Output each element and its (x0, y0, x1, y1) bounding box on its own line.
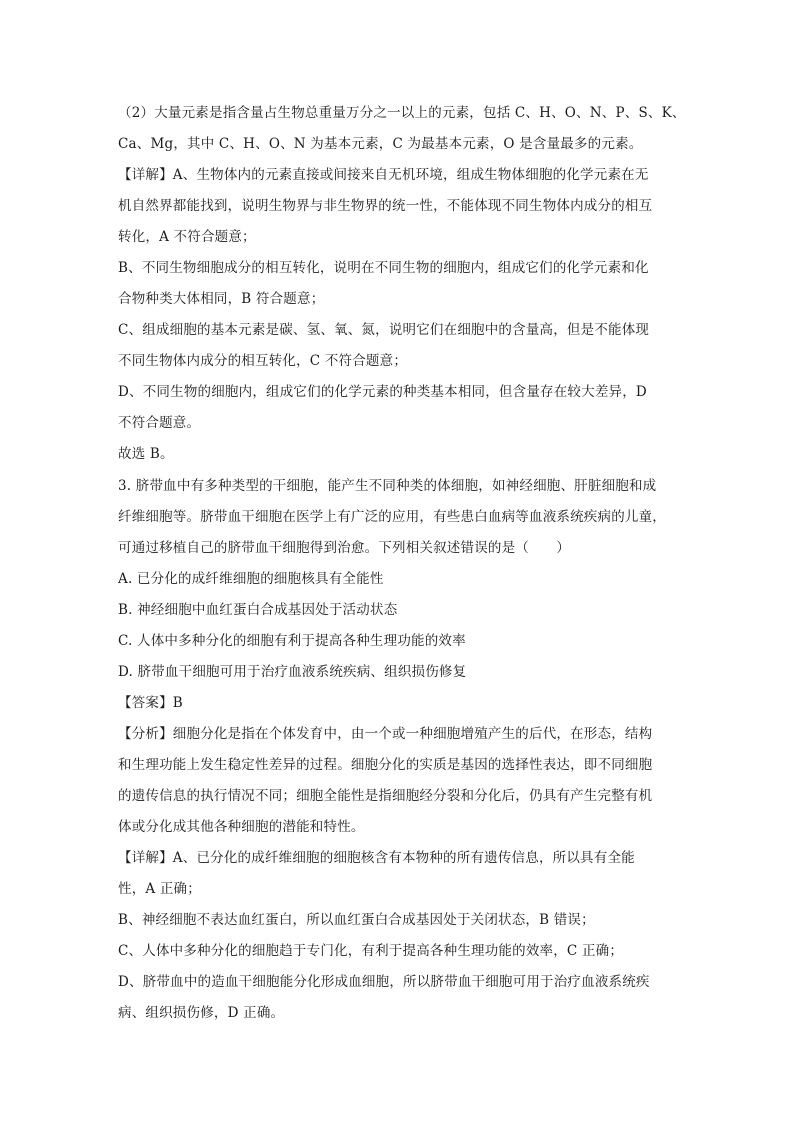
option-b: B. 神经细胞中血红蛋白合成基因处于活动状态 (118, 602, 398, 618)
text-line: B、不同生物细胞成分的相互转化，说明在不同生物的细胞内，组成它们的化学元素和化 (118, 260, 649, 276)
text-line: （2）大量元素是指含量占生物总重量万分之一以上的元素，包括 C、H、O、N、P、S、K、 (118, 105, 686, 121)
analysis-line: 体或分化成其他各种细胞的潜能和特性。 (118, 819, 365, 835)
option-d: D. 脐带血干细胞可用于治疗血液系统疾病、组织损伤修复 (118, 664, 467, 680)
text-line: 机自然界都能找到，说明生物界与非生物界的统一性，不能体现不同生物体内成分的相互 (118, 198, 653, 214)
detail-line: 【详解】A、已分化的成纤维细胞的细胞核含有本物种的所有遗传信息，所以具有全能 (118, 850, 635, 866)
text-line: 故选 B。 (118, 446, 174, 462)
answer-line: 【答案】B (118, 695, 183, 711)
option-a: A. 已分化的成纤维细胞的细胞核具有全能性 (118, 571, 384, 587)
detail-line: B、神经细胞不表达血红蛋白，所以血红蛋白合成基因处于关闭状态，B 错误； (118, 912, 595, 928)
text-line: 不同生物体内成分的相互转化，C 不符合题意； (118, 353, 408, 369)
detail-line: 病、组织损伤修，D 正确。 (118, 1005, 285, 1021)
text-line: Ca、Mg，其中 C、H、O、N 为基本元素，C 为最基本元素，O 是含量最多的元素。 (118, 136, 643, 152)
detail-line: 性，A 正确； (118, 881, 201, 897)
text-line: 不符合题意。 (118, 415, 201, 431)
question-stem: 纤维细胞等。脐带血干细胞在医学上有广泛的应用，有些患白血病等血液系统疾病的儿童， (118, 509, 666, 525)
option-c: C. 人体中多种分化的细胞有利于提高各种生理功能的效率 (118, 633, 466, 649)
text-line: C、组成细胞的基本元素是碳、氢、氧、氮，说明它们在细胞中的含量高，但是不能体现 (118, 322, 650, 338)
text-line: 转化，A 不符合题意； (118, 229, 256, 245)
question-stem: 3. 脐带血中有多种类型的干细胞，能产生不同种类的体细胞，如神经细胞、肝脏细胞和成 (118, 478, 657, 494)
analysis-line: 的遗传信息的执行情况不同；细胞全能性是指细胞经分裂和分化后，仍具有产生完整有机 (118, 788, 653, 804)
text-line: 【详解】A、生物体内的元素直接或间接来自无机环境，组成生物体细胞的化学元素在无 (118, 167, 649, 183)
text-line: 合物种类大体相同，B 符合题意； (118, 291, 325, 307)
detail-line: D、脐带血中的造血干细胞能分化形成血细胞，所以脐带血干细胞可用于治疗血液系统疾 (118, 974, 650, 990)
question-stem: 可通过移植自己的脐带血干细胞得到治愈。下列相关叙述错误的是（ ） (118, 540, 571, 556)
text-line: D、不同生物的细胞内，组成它们的化学元素的种类基本相同，但含量存在较大差异，D (118, 384, 647, 400)
detail-line: C、人体中多种分化的细胞趋于专门化，有利于提高各种生理功能的效率，C 正确； (118, 943, 624, 959)
analysis-line: 和生理功能上发生稳定性差异的过程。细胞分化的实质是基因的选择性表达，即不同细胞 (118, 757, 653, 773)
analysis-line: 【分析】细胞分化是指在个体发育中，由一个或一种细胞增殖产生的后代，在形态，结构 (118, 726, 653, 742)
